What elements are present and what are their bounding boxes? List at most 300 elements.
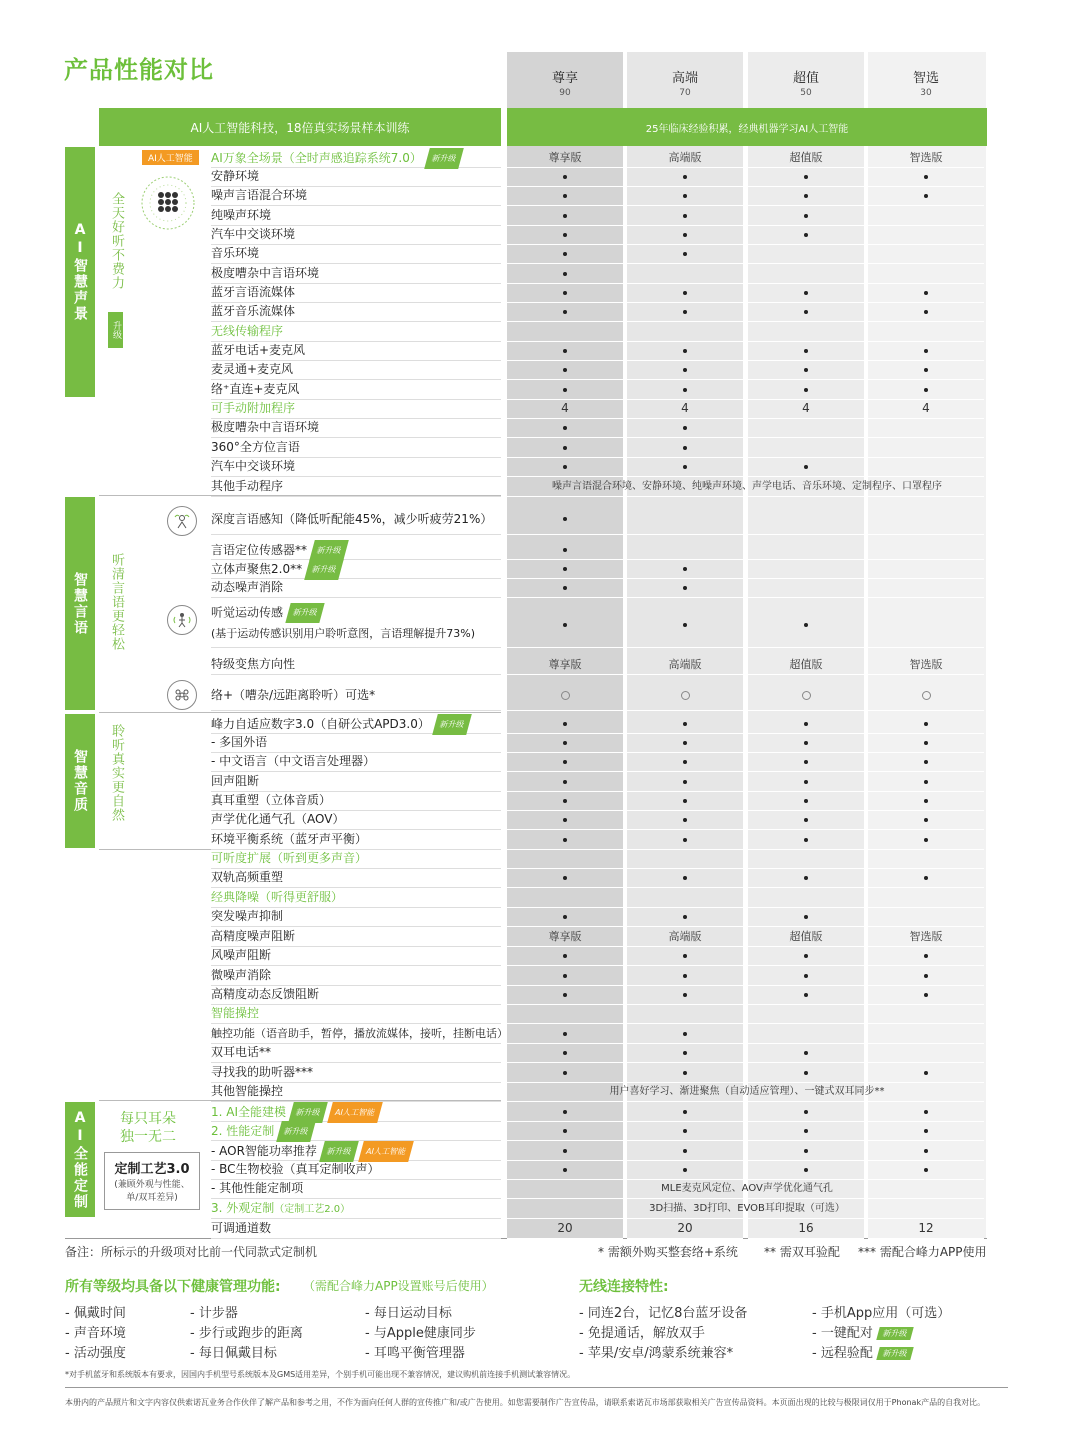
- feature-value: 4: [561, 401, 569, 415]
- cell-border: [627, 965, 743, 966]
- ai-badge: AI人工智能: [358, 1141, 413, 1162]
- cell-border: [507, 379, 623, 380]
- feature-dot: [563, 194, 567, 198]
- feature-dot: [804, 838, 808, 842]
- feature-label: 风噪声阻断: [211, 948, 272, 962]
- custom-subtitle-1: 每只耳朵: [120, 1111, 176, 1127]
- feature-dot: [563, 446, 567, 450]
- cell-border: [627, 985, 743, 986]
- cell-border: [627, 1062, 743, 1063]
- health-item: - 步行或跑步的距离: [190, 1326, 303, 1341]
- wireless-item: - 手机App应用（可选）: [812, 1306, 951, 1321]
- cell-border: [507, 578, 623, 579]
- feature-row: [211, 985, 501, 1005]
- feature-row: [211, 418, 501, 438]
- feature-dot: [683, 954, 687, 958]
- feature-dot: [563, 233, 567, 237]
- cell-border: [868, 578, 984, 579]
- feature-dot: [563, 993, 567, 997]
- feature-dot: [683, 252, 687, 256]
- feature-dot: [683, 974, 687, 978]
- cell-border: [868, 559, 984, 560]
- feature-row: [211, 603, 501, 648]
- cell-border: [868, 771, 984, 772]
- feature-dot: [804, 876, 808, 880]
- feature-dot: [924, 974, 928, 978]
- footnote-2: ** 需双耳验配: [764, 1245, 840, 1259]
- feature-span-text: 用户喜好学习、渐进聚焦（自动适应管理）、一键式双耳同步**: [609, 1086, 885, 1097]
- divider: [99, 712, 501, 713]
- feature-dot: [683, 780, 687, 784]
- cell-border: [748, 437, 864, 438]
- feature-dot: [563, 388, 567, 392]
- cell-border: [507, 496, 623, 497]
- feature-dot: [683, 1071, 687, 1075]
- feature-dot: [683, 1129, 687, 1133]
- feature-row: [211, 1199, 501, 1219]
- feature-dot: [563, 349, 567, 353]
- feature-dot: [804, 623, 808, 627]
- cell-border: [748, 647, 864, 648]
- cell-border: [507, 437, 623, 438]
- feature-dot: [924, 349, 928, 353]
- cell-border: [627, 597, 743, 598]
- cell-border: [868, 791, 984, 792]
- brain-icon: [130, 170, 206, 236]
- feature-row: [211, 1043, 501, 1063]
- cell-border: [507, 186, 623, 187]
- cell-border: [507, 946, 623, 947]
- feature-row: [211, 341, 501, 361]
- feature-dot: [563, 741, 567, 745]
- feature-label: 汽车中交谈环境: [211, 459, 296, 473]
- cell-border: [627, 534, 743, 535]
- cell-border: [627, 302, 743, 303]
- cell-border: [507, 849, 623, 850]
- cell-border: [627, 710, 743, 711]
- feature-label: 峰力自适应数字3.0（自研公式APD3.0）: [211, 717, 430, 731]
- feature-row: [211, 1102, 501, 1122]
- feature-dot: [924, 954, 928, 958]
- cell-border: [748, 167, 864, 168]
- cell-border: [748, 205, 864, 206]
- cell-border: [748, 302, 864, 303]
- cell-border: [627, 1004, 743, 1005]
- feature-row: [211, 380, 501, 400]
- cell-border: [748, 597, 864, 598]
- version-label: 超值版: [789, 658, 823, 671]
- cell-border: [748, 791, 864, 792]
- feature-dot: [804, 388, 808, 392]
- column-header-gaoduan: 高端 70: [671, 71, 698, 98]
- version-label: 尊享版: [548, 151, 582, 164]
- feature-row: [211, 559, 501, 579]
- cell-border: [868, 457, 984, 458]
- cell-border: [507, 1062, 623, 1063]
- cell-border: [868, 868, 984, 869]
- version-label: 高端版: [668, 151, 702, 164]
- feature-row: [211, 225, 501, 245]
- feature-banner-left: AI人工智能科技，18倍真实场景样本训练: [99, 108, 501, 146]
- feature-dot: [563, 272, 567, 276]
- feature-span-text: 3D扫描、3D打印、EVOB耳印提取（可选）: [649, 1203, 845, 1214]
- cell-border: [507, 1121, 623, 1122]
- new-badge: 新升级: [304, 559, 344, 580]
- page-title: 产品性能对比: [64, 56, 214, 84]
- cell-border: [507, 647, 623, 648]
- feature-dot: [563, 291, 567, 295]
- feature-dot: [683, 799, 687, 803]
- feature-dot: [563, 1168, 567, 1172]
- cell-border: [748, 1004, 864, 1005]
- cell-border: [507, 907, 623, 908]
- column-header-zhixuan: 智选 30: [912, 71, 939, 98]
- section-speech-subtitle: 听清言语更轻松: [109, 553, 124, 651]
- health-item: - 每日佩戴目标: [190, 1346, 277, 1361]
- feature-dot: [683, 915, 687, 919]
- feature-value: 4: [922, 401, 930, 415]
- feature-dot: [804, 741, 808, 745]
- feature-label: 360°全方位言语: [211, 440, 300, 454]
- feature-row: [211, 1024, 508, 1044]
- feature-dot: [563, 1129, 567, 1133]
- feature-label: 特级变焦方向性: [211, 657, 296, 671]
- health-item: - 每日运动目标: [365, 1306, 452, 1321]
- new-badge: 新升级: [319, 1141, 359, 1162]
- feature-row: [211, 1141, 501, 1161]
- feature-row: [211, 167, 501, 187]
- cell-border: [748, 578, 864, 579]
- cell-border: [627, 205, 743, 206]
- version-label: 尊享版: [548, 930, 582, 943]
- feature-dot: [683, 1032, 687, 1036]
- ai-badge: AI人工智能: [327, 1102, 382, 1123]
- feature-label: 麦灵通+麦克风: [211, 362, 294, 376]
- feature-dot: [563, 780, 567, 784]
- feature-dot: [563, 760, 567, 764]
- feature-row: [211, 791, 501, 811]
- feature-label: 微噪声消除: [211, 968, 272, 982]
- cell-border: [748, 225, 864, 226]
- cell-border: [627, 496, 743, 497]
- feature-dot: [804, 1071, 808, 1075]
- feature-dot: [563, 175, 567, 179]
- cell-border: [627, 791, 743, 792]
- cell-border: [748, 771, 864, 772]
- cell-border: [868, 321, 984, 322]
- cell-border: [507, 733, 623, 734]
- feature-row: [211, 772, 501, 792]
- cell-border: [868, 829, 984, 830]
- feature-dot: [804, 1051, 808, 1055]
- feature-dot: [924, 876, 928, 880]
- cell-border: [507, 887, 623, 888]
- feature-dot: [683, 993, 687, 997]
- feature-dot: [683, 838, 687, 842]
- feature-row: [211, 504, 501, 535]
- feature-label: - 多国外语: [211, 735, 268, 749]
- feature-dot: [563, 876, 567, 880]
- cell-border: [507, 829, 623, 830]
- compat-note: *对手机蓝牙和系统版本有要求，因国内手机型号系统版本及GMS适用差异，个别手机可能出现不兼容情况，建议购机前连接手机测试兼容情况。: [65, 1370, 576, 1379]
- feature-label: 蓝牙言语流媒体: [211, 285, 296, 299]
- footnote-1: * 需额外购买整套络+系统: [598, 1245, 738, 1259]
- feature-row: [211, 1121, 501, 1141]
- feature-row: [211, 733, 501, 753]
- column-header-chaozhi: 超值 50: [792, 71, 819, 98]
- feature-dot: [563, 310, 567, 314]
- feature-label: 可听度扩展（听到更多声音）: [211, 851, 368, 865]
- feature-label: 声学优化通气孔（AOV）: [211, 812, 345, 826]
- feature-row: [211, 244, 501, 264]
- feature-span-text: 噪声言语混合环境、安静环境、纯噪声环境、声学电话、音乐环境、定制程序、口罩程序: [552, 481, 942, 492]
- cell-border: [507, 302, 623, 303]
- feature-label: 真耳重塑（立体音质）: [211, 793, 332, 807]
- feature-dot: [924, 838, 928, 842]
- cell-border: [748, 496, 864, 497]
- feature-row: [211, 868, 501, 888]
- cell-border: [868, 1062, 984, 1063]
- feature-dot: [683, 760, 687, 764]
- cell-border: [507, 1160, 623, 1161]
- feature-dot: [683, 310, 687, 314]
- cell-border: [627, 1023, 743, 1024]
- cell-border: [627, 244, 743, 245]
- cell-border: [748, 849, 864, 850]
- feature-row: [211, 360, 501, 380]
- version-label: 智选版: [909, 930, 943, 943]
- cell-border: [507, 1004, 623, 1005]
- feature-dot: [804, 1110, 808, 1114]
- feature-value: 4: [802, 401, 810, 415]
- cell-border: [868, 341, 984, 342]
- feature-dot: [563, 838, 567, 842]
- cell-border: [748, 887, 864, 888]
- feature-dot: [683, 349, 687, 353]
- cell-border: [627, 887, 743, 888]
- cell-border: [627, 829, 743, 830]
- feature-row: [211, 1219, 501, 1239]
- new-badge: 新升级: [309, 540, 349, 561]
- feature-dot: [683, 1110, 687, 1114]
- section-ai-sound-subtitle: 全天好听不费力: [109, 192, 124, 290]
- custom-box-title: 定制工艺3.0: [114, 1162, 190, 1177]
- feature-label: 双耳电话**: [211, 1045, 272, 1059]
- feature-dot: [563, 567, 567, 571]
- cell-border: [507, 263, 623, 264]
- cell-border: [627, 849, 743, 850]
- feature-dot: [804, 799, 808, 803]
- version-label: 高端版: [668, 930, 702, 943]
- feature-label: 汽车中交谈环境: [211, 227, 296, 241]
- feature-dot: [804, 993, 808, 997]
- feature-dot: [563, 1032, 567, 1036]
- wireless-item: - 远程验配 新升级: [812, 1342, 912, 1361]
- cell-border: [627, 771, 743, 772]
- feature-dot: [804, 760, 808, 764]
- cell-border: [748, 907, 864, 908]
- cell-border: [627, 647, 743, 648]
- cell-border: [868, 418, 984, 419]
- feature-row: [211, 927, 501, 947]
- feature-dot: [683, 623, 687, 627]
- cell-border: [868, 167, 984, 168]
- feature-dot: [924, 1071, 928, 1075]
- feature-dot: [683, 1149, 687, 1153]
- column-header-zunxiang: 尊享 90: [551, 71, 578, 98]
- cell-border: [868, 1101, 984, 1102]
- footnote-remark: 备注：所标示的升级项对比前一代同款式定制机: [65, 1245, 318, 1259]
- feature-row: [211, 1082, 501, 1102]
- feature-dot: [924, 780, 928, 784]
- feature-dot: [924, 760, 928, 764]
- cell-border: [748, 418, 864, 419]
- feature-dot: [563, 818, 567, 822]
- health-item: - 活动强度: [65, 1346, 126, 1361]
- feature-dot: [563, 915, 567, 919]
- new-badge: 新升级: [876, 1347, 913, 1360]
- feature-row: [211, 322, 501, 342]
- feature-row: [211, 457, 501, 477]
- feature-dot: [924, 175, 928, 179]
- cell-border: [748, 810, 864, 811]
- feature-dot: [563, 1071, 567, 1075]
- feature-dot: [804, 915, 808, 919]
- health-subtitle: （需配合峰力APP设置账号后使用）: [303, 1279, 494, 1293]
- feature-label: 络+（嘈杂/远距离聆听）可选*: [211, 688, 376, 702]
- feature-label: 可调通道数: [211, 1221, 272, 1235]
- optional-ring: [802, 691, 811, 700]
- feature-dot: [804, 954, 808, 958]
- feature-dot: [683, 233, 687, 237]
- feature-row: [211, 302, 501, 322]
- feature-label: 极度嘈杂中言语环境: [211, 420, 320, 434]
- feature-dot: [683, 876, 687, 880]
- cell-border: [748, 1101, 864, 1102]
- cell-border: [507, 1023, 623, 1024]
- motion-sensor-icon: [167, 605, 197, 635]
- feature-row: [211, 830, 501, 850]
- feature-label: - BC生物校验（真耳定制收声）: [211, 1162, 380, 1176]
- feature-label: 高精度动态反馈阻断: [211, 987, 320, 1001]
- cell-border: [868, 360, 984, 361]
- feature-row: [211, 810, 501, 830]
- feature-row: [211, 206, 501, 226]
- feature-label: - 中文语言（中文语言处理器）: [211, 754, 376, 768]
- feature-dot: [563, 974, 567, 978]
- cell-border: [627, 1238, 743, 1239]
- feature-dot: [563, 465, 567, 469]
- divider: [65, 1387, 1008, 1388]
- cell-border: [868, 946, 984, 947]
- feature-dot: [563, 214, 567, 218]
- feature-dot: [563, 722, 567, 726]
- feature-dot: [924, 741, 928, 745]
- feature-row: [211, 540, 501, 560]
- cell-border: [868, 1004, 984, 1005]
- cell-border: [868, 733, 984, 734]
- cell-border: [507, 1140, 623, 1141]
- cell-border: [507, 710, 623, 711]
- cell-border: [868, 710, 984, 711]
- cell-border: [627, 1121, 743, 1122]
- version-label: 智选版: [909, 151, 943, 164]
- feature-sublabel: (基于运动传感识别用户聆听意图，言语理解提升73%): [211, 627, 476, 640]
- feature-dot: [924, 993, 928, 997]
- feature-row: [211, 888, 501, 908]
- cell-border: [868, 205, 984, 206]
- cell-border: [868, 225, 984, 226]
- feature-label: 噪声言语混合环境: [211, 188, 308, 202]
- feature-dot: [563, 368, 567, 372]
- cell-border: [748, 360, 864, 361]
- column-bg-chaozhi: [748, 52, 864, 1238]
- cell-border: [748, 752, 864, 753]
- cell-border: [507, 771, 623, 772]
- cell-border: [868, 849, 984, 850]
- cell-border: [627, 578, 743, 579]
- cell-border: [507, 674, 623, 675]
- feature-dot: [804, 175, 808, 179]
- feature-row: [211, 148, 501, 168]
- feature-dot: [683, 368, 687, 372]
- feature-label: AI万象全场景（全时声感追踪系统7.0）: [211, 151, 422, 165]
- cell-border: [748, 457, 864, 458]
- feature-label: 其他智能操控: [211, 1084, 284, 1098]
- section-ai-sound: AI智慧声景: [65, 147, 95, 397]
- cell-border: [507, 167, 623, 168]
- cell-border: [748, 1062, 864, 1063]
- section-sound-quality: 智慧音质: [65, 714, 95, 848]
- cell-border: [868, 1043, 984, 1044]
- cell-border: [627, 360, 743, 361]
- feature-row: [211, 907, 501, 927]
- feature-dot: [804, 1168, 808, 1172]
- cell-border: [627, 674, 743, 675]
- cell-border: [868, 752, 984, 753]
- optional-ring: [681, 691, 690, 700]
- cell-border: [868, 379, 984, 380]
- cell-border: [868, 283, 984, 284]
- cell-border: [868, 534, 984, 535]
- cell-border: [627, 1160, 743, 1161]
- cell-border: [748, 534, 864, 535]
- feature-dot: [563, 548, 567, 552]
- cell-border: [748, 1160, 864, 1161]
- cell-border: [627, 186, 743, 187]
- feature-dot: [804, 291, 808, 295]
- new-badge: 新升级: [285, 603, 324, 623]
- feature-dot: [924, 388, 928, 392]
- feature-banner-right: 25年临床经验积累，经典机器学习AI人工智能: [507, 108, 987, 146]
- section-sound-quality-subtitle: 聆听真实更自然: [109, 724, 124, 822]
- feature-dot: [924, 1168, 928, 1172]
- feature-dot: [683, 741, 687, 745]
- feature-dot: [683, 722, 687, 726]
- feature-value: 4: [681, 401, 689, 415]
- cell-border: [627, 321, 743, 322]
- feature-dot: [563, 426, 567, 430]
- feature-label: 寻找我的助听器***: [211, 1065, 314, 1079]
- feature-label: 安静环境: [211, 169, 260, 183]
- cell-border: [868, 437, 984, 438]
- cell-border: [868, 244, 984, 245]
- cell-border: [507, 283, 623, 284]
- feature-dot: [804, 349, 808, 353]
- cell-border: [868, 887, 984, 888]
- feature-row: [211, 264, 501, 284]
- cell-border: [627, 283, 743, 284]
